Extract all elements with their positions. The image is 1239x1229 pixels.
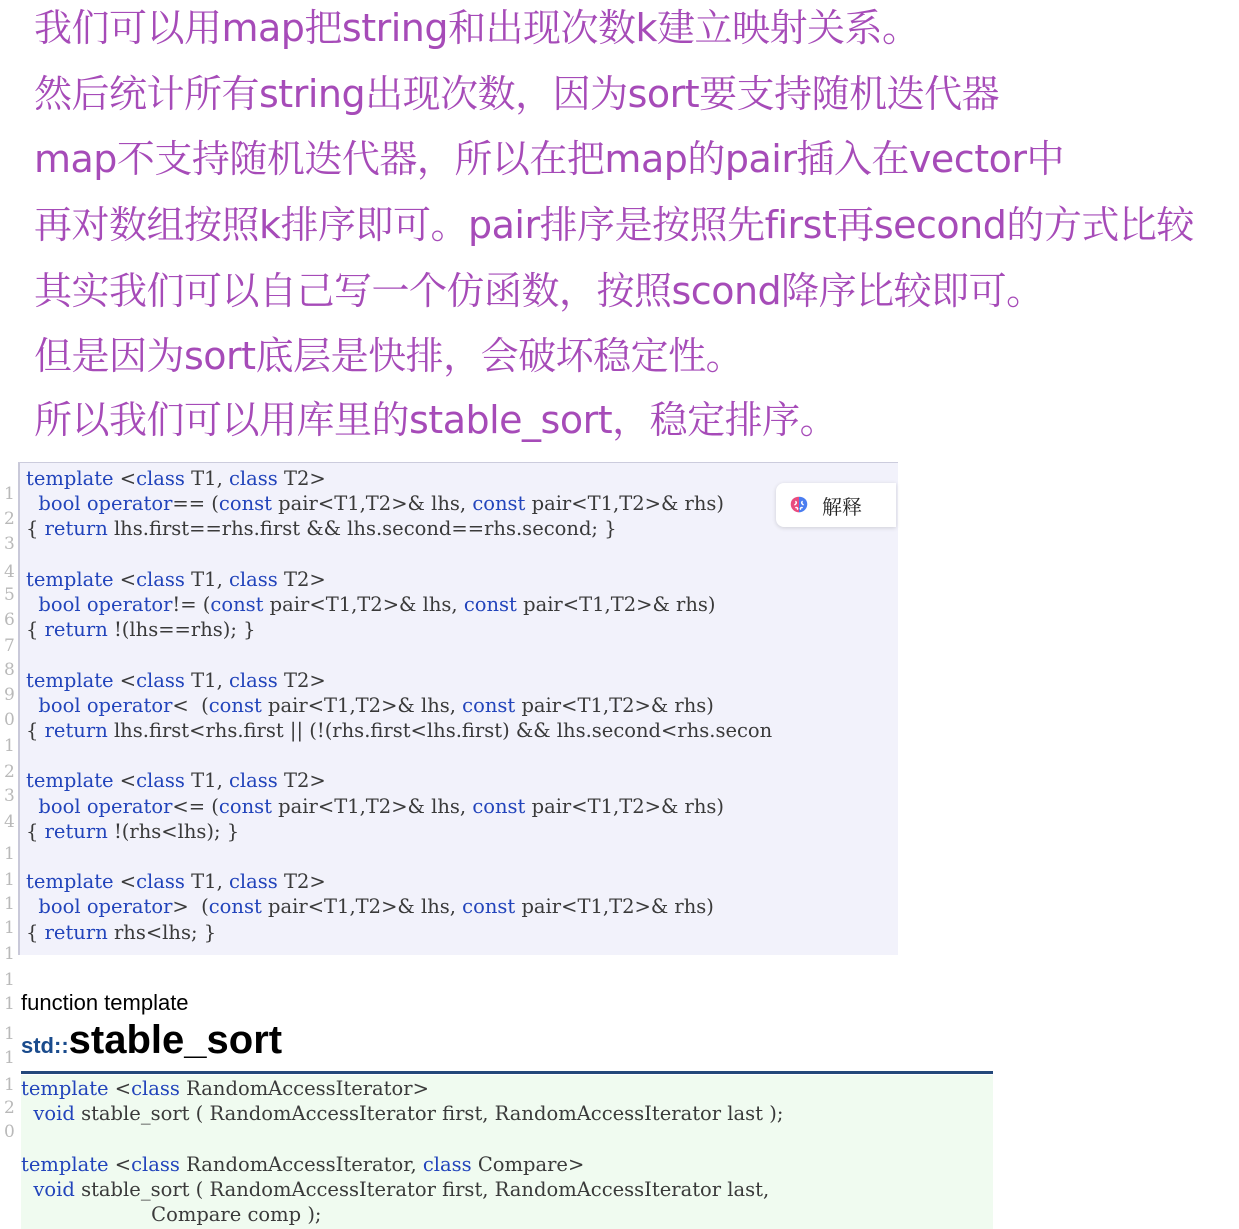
- gutter-number: 9: [4, 685, 15, 705]
- note-line-4: 再对数组按照k排序即可。pair排序是按照先first再second的方式比较: [34, 203, 1194, 247]
- gutter-number: 1: [4, 870, 15, 890]
- gutter-number: 2: [4, 1098, 15, 1118]
- explain-button-label: 解释: [822, 494, 862, 519]
- function-title: [21, 1018, 282, 1063]
- gutter-number: 3: [4, 534, 15, 554]
- gutter-number: 1: [4, 970, 15, 990]
- gutter-number: 8: [4, 660, 15, 680]
- gutter-number: 1: [4, 1048, 15, 1068]
- brain-icon: [788, 494, 810, 516]
- gutter-number: 1: [4, 844, 15, 864]
- note-line-2: 然后统计所有string出现次数，因为sort要支持随机迭代器: [34, 72, 1000, 116]
- stable-sort-signature-code: template <class RandomAccessIterator> void stable_sort ( RandomAccessIterator first, RandomAccessIterator last ); template <class RandomAccessIterator, class Compare> void stable_sort ( RandomAccessIterator first, RandomAccessIterator last, Compare comp );: [21, 1077, 784, 1227]
- explain-button[interactable]: [776, 483, 896, 527]
- gutter-number: 2: [4, 509, 15, 529]
- line-number-gutter: [0, 470, 18, 1140]
- function-namespace: std::: [21, 1033, 69, 1058]
- pair-operators-code-block: [18, 462, 898, 955]
- gutter-number: 6: [4, 610, 15, 630]
- gutter-number: 1: [4, 994, 15, 1014]
- note-line-5: 其实我们可以自己写一个仿函数，按照scond降序比较即可。: [34, 269, 1044, 313]
- gutter-number: 1: [4, 894, 15, 914]
- gutter-number: 7: [4, 636, 15, 656]
- title-divider: [21, 1071, 993, 1074]
- gutter-number: 1: [4, 1024, 15, 1044]
- note-line-6: 但是因为sort底层是快排，会破坏稳定性。: [34, 334, 744, 378]
- gutter-number: 1: [4, 1075, 15, 1095]
- gutter-number: 1: [4, 918, 15, 938]
- note-line-7: 所以我们可以用库里的stable_sort，稳定排序。: [34, 398, 838, 442]
- gutter-number: 1: [4, 736, 15, 756]
- note-line-3: map不支持随机迭代器，所以在把map的pair插入在vector中: [34, 137, 1064, 181]
- function-name: stable_sort: [68, 1018, 283, 1062]
- function-kind-label: function template: [21, 990, 189, 1015]
- note-line-1: 我们可以用map把string和出现次数k建立映射关系。: [34, 6, 920, 50]
- gutter-number: 5: [4, 585, 15, 605]
- gutter-number: 1: [4, 484, 15, 504]
- gutter-number: 4: [4, 562, 15, 582]
- gutter-number: 3: [4, 786, 15, 806]
- gutter-number: 0: [4, 710, 15, 730]
- pair-operators-code: template <class T1, class T2> bool operator== (const pair<T1,T2>& lhs, const pair<T1,T2>& rhs) { return lhs.first==rhs.first && lhs.second==rhs.second; } template <class T1, class T2> bool operator!= (const pair<T1,T2>& lhs, const pair<T1,T2>& rhs) { return !(lhs==rhs); } template <class T1, class T2> bool operator< (const pair<T1,T2>& lhs, const pair<T1,T2>& rhs) { return lhs.first<rhs.first || (!(rhs.first<lhs.first) && lhs.second<rhs.secon template <class T1, class T2> bool operator<= (const pair<T1,T2>& lhs, const pair<T1,T2>& rhs) { return !(rhs<lhs); } template <class T1, class T2> bool operator> (const pair<T1,T2>& lhs, const pair<T1,T2>& rhs) { return rhs<lhs; }: [26, 467, 773, 944]
- gutter-number: 0: [4, 1122, 15, 1142]
- gutter-number: 2: [4, 762, 15, 782]
- stable-sort-signature-block: [21, 1075, 993, 1229]
- gutter-number: 4: [4, 812, 15, 832]
- gutter-number: 1: [4, 944, 15, 964]
